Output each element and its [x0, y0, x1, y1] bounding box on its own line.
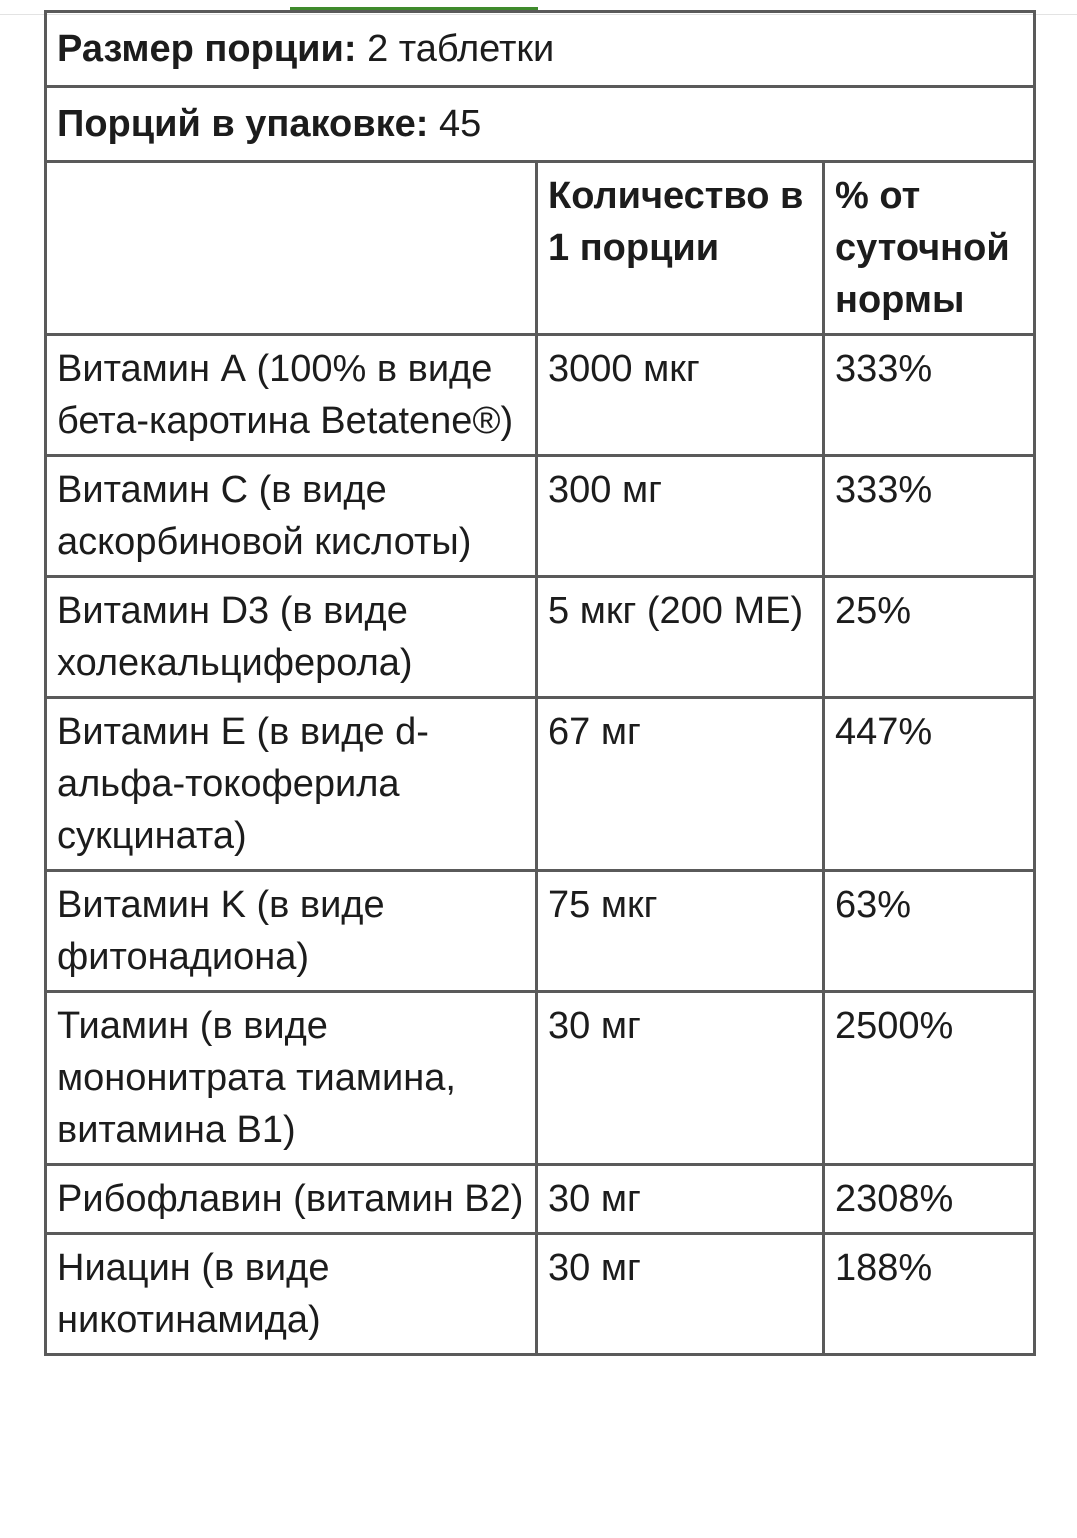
table-row: [46, 577, 1035, 698]
nutrient-daily-value: 447%: [824, 698, 1035, 871]
nutrient-name: Витамин С (в виде аскорбиновой кислоты): [46, 456, 537, 577]
table-row: [46, 871, 1035, 992]
table-row: [46, 1234, 1035, 1355]
supplement-facts-table: [44, 10, 1036, 1356]
nutrient-daily-value: 188%: [824, 1234, 1035, 1355]
nutrient-daily-value: 2500%: [824, 992, 1035, 1165]
table-row: [46, 456, 1035, 577]
amount-column-header: Количество в 1 порции: [537, 162, 824, 335]
nutrient-amount: 300 мг: [537, 456, 824, 577]
serving-size-value: 2 таблетки: [367, 28, 555, 70]
nutrient-amount: 30 мг: [537, 992, 824, 1165]
nutrient-amount: 30 мг: [537, 1234, 824, 1355]
serving-size-row: [46, 12, 1035, 87]
table-row: [46, 698, 1035, 871]
nutrient-name: Рибофлавин (витамин В2): [46, 1165, 537, 1234]
servings-per-container-cell: [46, 87, 1035, 162]
nutrient-amount: 67 мг: [537, 698, 824, 871]
serving-size-cell: [46, 12, 1035, 87]
table-row: [46, 335, 1035, 456]
nutrient-amount: 75 мкг: [537, 871, 824, 992]
nutrient-name: Тиамин (в виде мононитрата тиамина, витамина В1): [46, 992, 537, 1165]
nutrient-daily-value: 2308%: [824, 1165, 1035, 1234]
table-row: [46, 992, 1035, 1165]
nutrient-name: Витамин K (в виде фитонадиона): [46, 871, 537, 992]
nutrient-daily-value: 333%: [824, 335, 1035, 456]
column-header-row: [46, 162, 1035, 335]
nutrient-name: Ниацин (в виде никотинамида): [46, 1234, 537, 1355]
daily-value-column-header: % от суточной нормы: [824, 162, 1035, 335]
nutrient-column-header: [46, 162, 537, 335]
servings-per-container-row: [46, 87, 1035, 162]
nutrient-amount: 3000 мкг: [537, 335, 824, 456]
nutrient-amount: 5 мкг (200 МЕ): [537, 577, 824, 698]
nutrient-daily-value: 63%: [824, 871, 1035, 992]
nutrient-amount: 30 мг: [537, 1165, 824, 1234]
serving-size-label: Размер порции:: [57, 28, 357, 70]
nutrient-name: Витамин Е (в виде d-альфа-токоферила сукцината): [46, 698, 537, 871]
servings-per-container-value: 45: [438, 103, 482, 145]
nutrient-daily-value: 25%: [824, 577, 1035, 698]
nutrient-name: Витамин А (100% в виде бета-каротина Betatene®): [46, 335, 537, 456]
nutrient-daily-value: 333%: [824, 456, 1035, 577]
nutrient-name: Витамин D3 (в виде холекальциферола): [46, 577, 537, 698]
table-row: [46, 1165, 1035, 1234]
servings-per-container-label: Порций в упаковке:: [57, 103, 429, 145]
